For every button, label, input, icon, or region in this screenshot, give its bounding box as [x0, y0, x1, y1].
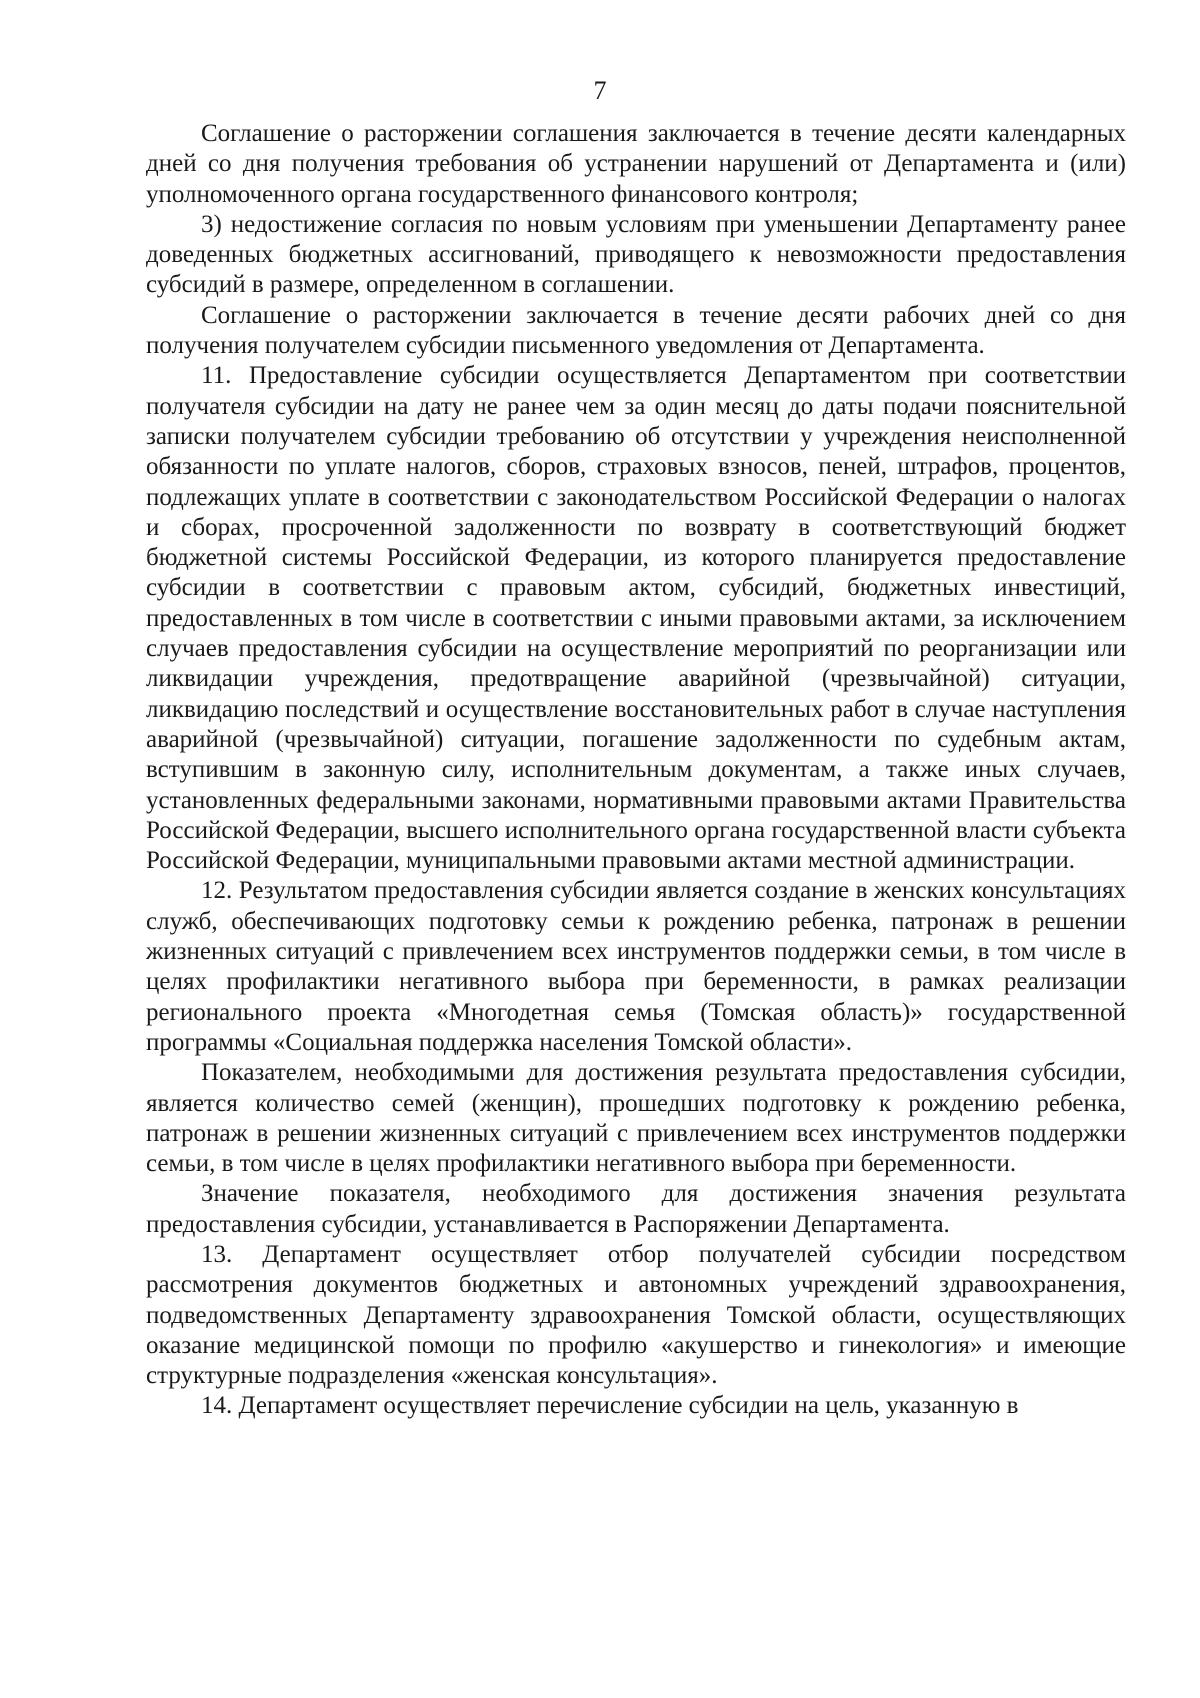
paragraph-termination-agreement: Соглашение о расторжении соглашения заключается в течение десяти календарных дней со дня получения требования об устранении нарушений от Департамента и (или) уполномоченного органа государственного финансового контроля; [146, 120, 1126, 208]
paragraph-item-3: 3) недостижение согласия по новым условиям при уменьшении Департаменту ранее доведенных бюджетных ассигнований, приводящего к невозможности предоставления субсидий в размере, определенном в соглашении. [146, 210, 1126, 299]
paragraph-clause-12: 12. Результатом предоставления субсидии является создание в женских консультациях служб, обеспечивающих подготовку семьи к рождению ребенка, патронаж в решении жизненных ситуаций с привлечением всех инструментов поддержки семьи, в том числе в целях профилактики негативного выбора при беременности, в рамках реализации регионального проекта «Многодетная семья (Томская область)» государственной программы «Социальная поддержка населения Томской области». [146, 877, 1126, 1056]
paragraph-clause-11: 11. Предоставление субсидии осуществляется Департаментом при соответствии получателя субсидии на дату не ранее чем за один месяц до даты подачи пояснительной записки получателем субсидии требованию об отсутствии у учреждения неисполненной обязанности по уплате налогов, сборов, страховых взносов, пеней, штрафов, процентов, подлежащих уплате в соответствии с законодательством Российской Федерации о налогах и сборах, просроченной задолженности по возврату в соответствующий бюджет бюджетной системы Российской Федерации, из которого планируется предоставление субсидии в соответствии с правовым актом, субсидий, бюджетных инвестиций, предоставленных в том числе в соответствии с иными правовыми актами, за исключением случаев предоставления субсидии на осуществление мероприятий по реорганизации или ликвидации учреждения, предотвращение аварийной (чрезвычайной) ситуации, ликвидацию последствий и осуществление восстановительных работ в случае наступления аварийной (чрезвычайной) ситуации, погашение задолженности по судебным актам, вступившим в законную силу, исполнительным документам, а также иных случаев, установленных федеральными законами, нормативными правовыми актами Правительства Российской Федерации, высшего исполнительного органа государственной власти субъекта Российской Федерации, муниципальными правовыми актами местной администрации. [146, 362, 1126, 875]
page-number: 7 [593, 76, 607, 105]
paragraph-termination-terms: Соглашение о расторжении заключается в течение десяти рабочих дней со дня получения получателем субсидии письменного уведомления от Департамента. [146, 301, 1126, 360]
paragraph-indicator: Показателем, необходимыми для достижения результата предоставления субсидии, является количество семей (женщин), прошедших подготовку к рождению ребенка, патронаж в решении жизненных ситуаций с привлечением всех инструментов поддержки семьи, в том числе в целях профилактики негативного выбора при беременности. [146, 1059, 1126, 1178]
paragraph-clause-13: 13. Департамент осуществляет отбор получателей субсидии посредством рассмотрения документов бюджетных и автономных учреждений здравоохранения, подведомственных Департаменту здравоохранения Томской области, осуществляющих оказание медицинской помощи по профилю «акушерство и гинекология» и имеющие структурные подразделения «женская консультация». [146, 1240, 1126, 1390]
document-body [146, 119, 1126, 1422]
paragraph-clause-14: 14. Департамент осуществляет перечисление субсидии на цель, указанную в [201, 1392, 1019, 1420]
paragraph-indicator-value: Значение показателя, необходимого для достижения значения результата предоставления субсидии, устанавливается в Распоряжении Департамента. [146, 1180, 1126, 1238]
